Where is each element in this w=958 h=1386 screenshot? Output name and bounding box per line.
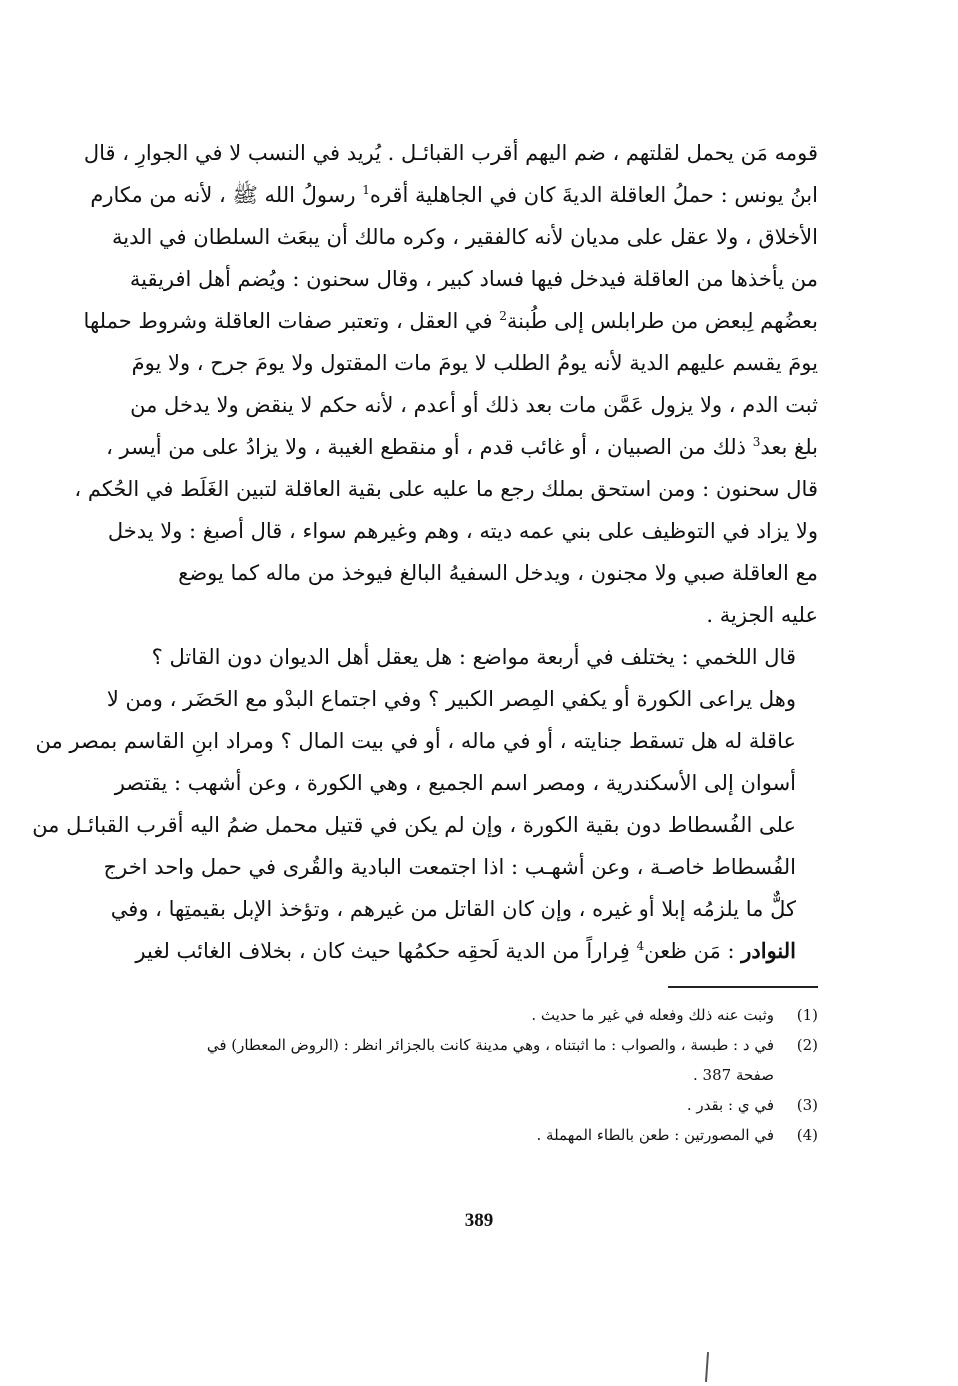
footnote-text: في المصورتين : طعن بالطاء المهملة . [536,1126,774,1144]
text-line: يومَ يقسم عليهم الدية لأنه يومُ الطلب لا يومَ مات المقتول ولا يومَ جرح ، ولا يومَ [131,351,818,375]
text-segment: في العقل ، وتعتبر صفات العاقلة وشروط حملها [83,309,500,333]
page-number: 389 [464,1210,494,1231]
bold-term: النوادر [741,938,796,963]
text-line [90,174,818,216]
text-line: ولا يزاد في التوظيف على بني عمه ديته ، وهم وغيرهم سواء ، قال أصبغ : ولا يدخل [107,519,818,543]
footnote-text: وثبت عنه ذلك وفعله في غير ما حديث . [531,1006,774,1024]
scan-artifact [705,1352,709,1382]
footnote-1 [138,1000,818,1030]
text-line [83,300,818,342]
footnote-text-line: صفحة 387 . [692,1066,774,1084]
footnote-4 [138,1120,818,1150]
text-segment: ابنُ يونس : حملُ العاقلة الديةَ كان في الجاهلية أقره [369,183,818,207]
text-line: وهل يراعى الكورة أو يكفي المِصر الكبير ؟ وفي اجتماع البدْو مع الحَضَر ، ومن لا [106,687,796,711]
footnote-number: (1) [796,1006,818,1024]
footnote-text-line: في د : طبسة ، والصواب : ما اثبتناه ، وهي مدينة كانت بالجزائر انظر : (الروض المعطار) في [206,1036,774,1054]
footnote-ref-2[interactable]: 2 [499,309,507,323]
text-segment: بلغ بعد [760,435,818,459]
footnote-number: (3) [796,1096,818,1114]
footnotes [138,1000,818,1150]
text-line: قومه مَن يحمل لقلتهم ، ضم اليهم أقرب القبائـل . يُريد في النسب لا في الجوارِ ، قال [83,141,818,165]
text-line: مع العاقلة صبي ولا مجنون ، ويدخل السفيهُ البالغ فيوخذ من ماله كما يوضع [178,561,818,585]
text-line [106,426,818,468]
text-line: قال اللخمي : يختلف في أربعة مواضع : هل يعقل أهل الديوان دون القاتل ؟ [151,645,796,669]
footnote-ref-3[interactable]: 3 [752,435,761,449]
text-line: الأخلاق ، ولا عقل على مديان لأنه كالفقير ، وكره مالك أن يبعَث السلطان في الدية [112,225,818,249]
text-segment: ذلك من الصبيان ، أو غائب قدم ، أو منقطع الغيبة ، ولا يزادُ على من أيسر ، [106,435,753,459]
text-line: كلٌّ ما يلزمُه إبلا أو غيره ، وإن كان القاتل من غيرهم ، وتؤخذ الإبل بقيمتِها ، وفي [110,897,796,921]
text-line: على الفُسطاط دون بقية الكورة ، وإن لم يكن في قتيل محمل ضمُ اليه أقرب القبائـل من [32,813,796,837]
footnote-text [138,1030,774,1090]
paragraph-1 [74,132,818,636]
footnote-ref-4[interactable]: 4 [636,939,645,953]
text-line: قال سحنون : ومن استحق بملك رجع ما عليه على بقية العاقلة لتبين الغَلَط في الحُكم ، [74,477,818,501]
text-segment: رسولُ الله ﷺ ، لأنه من مكارم [90,183,363,207]
footnote-divider [668,986,818,988]
text-segment: بعضُهم لِبعض من طرابلس إلى طُبنة [506,309,818,333]
text-line: عليه الجزية . [706,603,818,627]
text-line: أسوان إلى الأسكندرية ، ومصر اسم الجميع ، وهي الكورة ، وعن أشهب : يقتصر [114,771,796,795]
text-line: عاقلة له هل تسقط جنايته ، أو في ماله ، أو في بيت المال ؟ ومراد ابنِ القاسم بمصر من [35,729,796,753]
text-line: من يأخذها من العاقلة فيدخل فيها فساد كبير ، وقال سحنون : ويُضم أهل افريقية [129,267,818,291]
text-segment: فِراراً من الدية لَحقِه حكمُها حيث كان ، بخلاف الغائب لغير [135,939,637,963]
text-line: ثبت الدم ، ولا يزول عَمَّن مات بعد ذلك أو أعدم ، لأنه حكم لا ينقض ولا يدخل من [130,393,818,417]
footnote-number: (2) [796,1036,818,1054]
footnote-number: (4) [796,1126,818,1144]
main-text [32,132,818,972]
footnote-2 [138,1030,818,1090]
footnote-3 [138,1090,818,1120]
text-segment: : مَن ظعن [644,939,742,963]
paragraph-2 [32,636,818,972]
text-line [135,930,818,972]
text-line: الفُسطاط خاصـة ، وعن أشهـب : اذا اجتمعت البادية والقُرى في حمل واحد اخرج [103,855,796,879]
footnote-ref-1[interactable]: 1 [362,183,370,197]
footnote-text: في ي : بقدر . [686,1096,774,1114]
